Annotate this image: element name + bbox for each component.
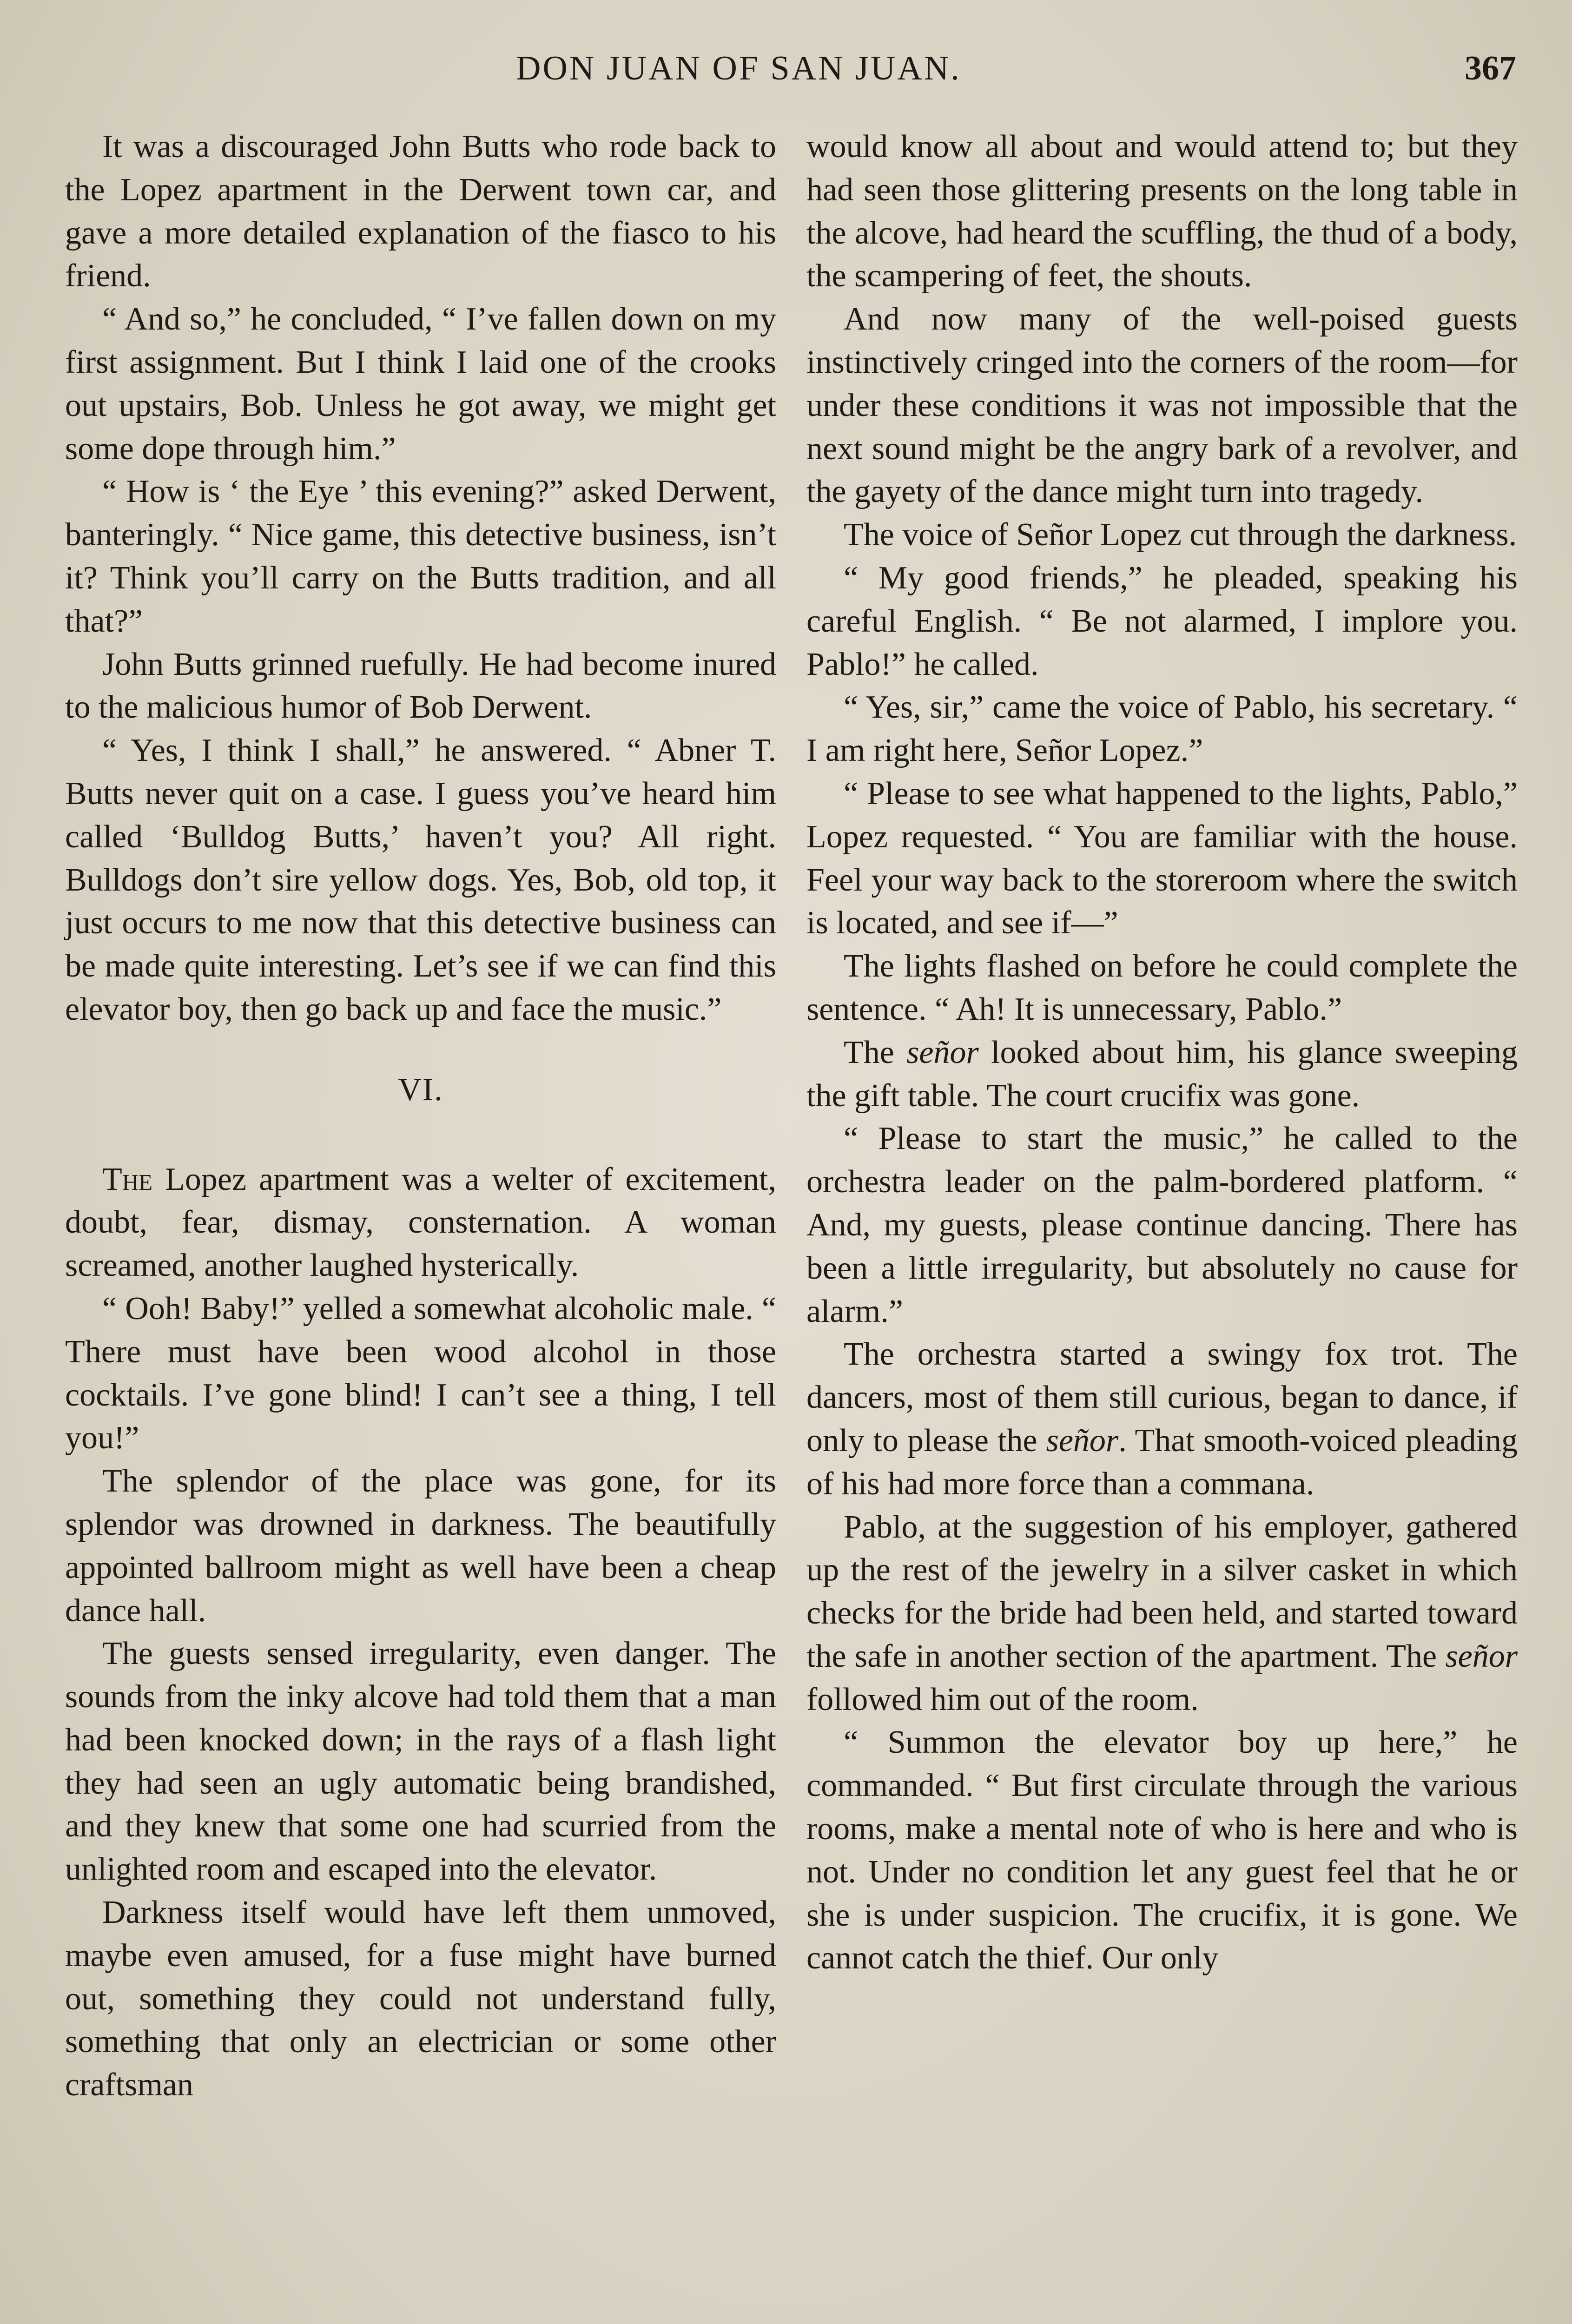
paragraph: “ Please to start the music,” he called to the orchestra leader on the palm-bordered platform. “ And, my guests, please continue dancing. There has been a little irregularity, but absolutely no cause for alarm.” <box>806 1121 1518 1329</box>
paragraph: would know all about and would attend to; but they had seen those glittering presents on the long table in the alcove, had heard the scuffling, the thud of a body, the scampering of feet, the shouts. <box>806 129 1518 294</box>
running-title: DON JUAN OF SAN JUAN. <box>516 49 961 87</box>
paragraph: The splendor of the place was gone, for its splendor was drowned in darkness. The beautifully appointed ballroom might as well have been a cheap dance hall. <box>65 1463 776 1629</box>
paragraph: “ Please to see what happened to the lights, Pablo,” Lopez requested. “ You are familiar with the house. Feel your way back to the storeroom where the switch is located, and see if—” <box>806 775 1518 941</box>
paragraph-text: The <box>844 1034 907 1070</box>
paragraph: “ My good friends,” he pleaded, speaking his careful English. “ Be not alarmed, I implore you. Pablo!” he called. <box>806 560 1518 682</box>
italic-word: señor <box>1046 1422 1119 1459</box>
left-column <box>65 125 776 2107</box>
paragraph <box>65 1158 776 1287</box>
paragraph <box>806 1506 1518 1722</box>
paragraph: The lights flashed on before he could complete the sentence. “ Ah! It is unnecessary, Pablo.” <box>806 948 1518 1027</box>
paragraph: The guests sensed irregularity, even danger. The sounds from the inky alcove had told them that a man had been knocked down; in the rays of a flash light they had seen an ugly automatic being brandished, and they knew that some one had scurried from the unlighted room and escaped into the elevator. <box>65 1636 776 1888</box>
section-heading: VI. <box>398 1071 443 1108</box>
right-column <box>806 125 1518 1980</box>
paragraph-text: Pablo, at the suggestion of his employer, gathered up the rest of the jewelry in a silver casket in which checks for the bride had been held, and started toward the safe in another section of the apartment. The <box>806 1509 1518 1674</box>
paragraph: “ Yes, sir,” came the voice of Pablo, his secretary. “ I am right here, Señor Lopez.” <box>806 689 1518 769</box>
italic-word: señor <box>906 1034 979 1070</box>
paragraph: “ Ooh! Baby!” yelled a somewhat alcoholic male. “ There must have been wood alcohol in those cocktails. I’ve gone blind! I can’t see a thing, I tell you!” <box>65 1290 776 1456</box>
paragraph: “ How is ‘ the Eye ’ this evening?” asked Derwent, banteringly. “ Nice game, this detective business, isn’t it? Think you’ll carry on the Butts tradition, and all that?” <box>65 474 776 639</box>
paragraph-text: Lopez apartment was a welter of excitement, doubt, fear, dismay, consternation. A woman screamed, another laughed hysterically. <box>65 1161 776 1284</box>
paragraph <box>806 1031 1518 1118</box>
paragraph <box>806 1333 1518 1505</box>
paragraph-text: The orchestra started a swingy fox trot. The dancers, most of them still curious, began to dance, if only to please the <box>806 1336 1518 1459</box>
paragraph: And now many of the well-poised guests instinctively cringed into the corners of the room—for under these conditions it was not impossible that the next sound might be the angry bark of a revolver, and the gayety of the dance might turn into tragedy. <box>806 301 1518 510</box>
paragraph-text: looked about him, his glance sweeping the gift table. The court crucifix was gone. <box>806 1034 1518 1114</box>
paragraph-text: . That smooth-voiced pleading of his had more force than a commana. <box>806 1422 1518 1502</box>
paragraph: Darkness itself would have left them unmoved, maybe even amused, for a fuse might have burned out, something they could not understand fully, something that only an electrician or some other craftsman <box>65 1895 776 2103</box>
page-number: 367 <box>1465 49 1516 87</box>
paragraph: “ Summon the elevator boy up here,” he commanded. “ But first circulate through the various rooms, make a mental note of who is here and who is not. Under no condition let any guest feel that he or she is under suspicion. The crucifix, it is gone. We cannot catch the thief. Our only <box>806 1724 1518 1976</box>
paragraph: John Butts grinned ruefully. He had become inured to the malicious humor of Bob Derwent. <box>65 646 776 726</box>
running-head <box>0 43 1572 94</box>
paragraph: The voice of Señor Lopez cut through the darkness. <box>844 517 1517 553</box>
drop-lead-word: The <box>102 1161 153 1197</box>
paragraph: It was a discouraged John Butts who rode back to the Lopez apartment in the Derwent town car, and gave a more detailed explanation of the fiasco to his friend. <box>65 129 776 294</box>
paragraph: “ Yes, I think I shall,” he answered. “ Abner T. Butts never quit on a case. I guess you’ve heard him called ‘Bulldog Butts,’ haven’t you? All right. Bulldogs don’t sire yellow dogs. Yes, Bob, old top, it just occurs to me now that this detective business can be made quite interesting. Let’s see if we can find this elevator boy, then go back up and face the music.” <box>65 733 776 1027</box>
italic-word: señor <box>1445 1638 1518 1674</box>
paragraph-text: followed him out of the room. <box>806 1681 1199 1717</box>
paragraph: “ And so,” he concluded, “ I’ve fallen down on my first assignment. But I think I laid one of the crooks out upstairs, Bob. Unless he got away, we might get some dope through him.” <box>65 301 776 467</box>
